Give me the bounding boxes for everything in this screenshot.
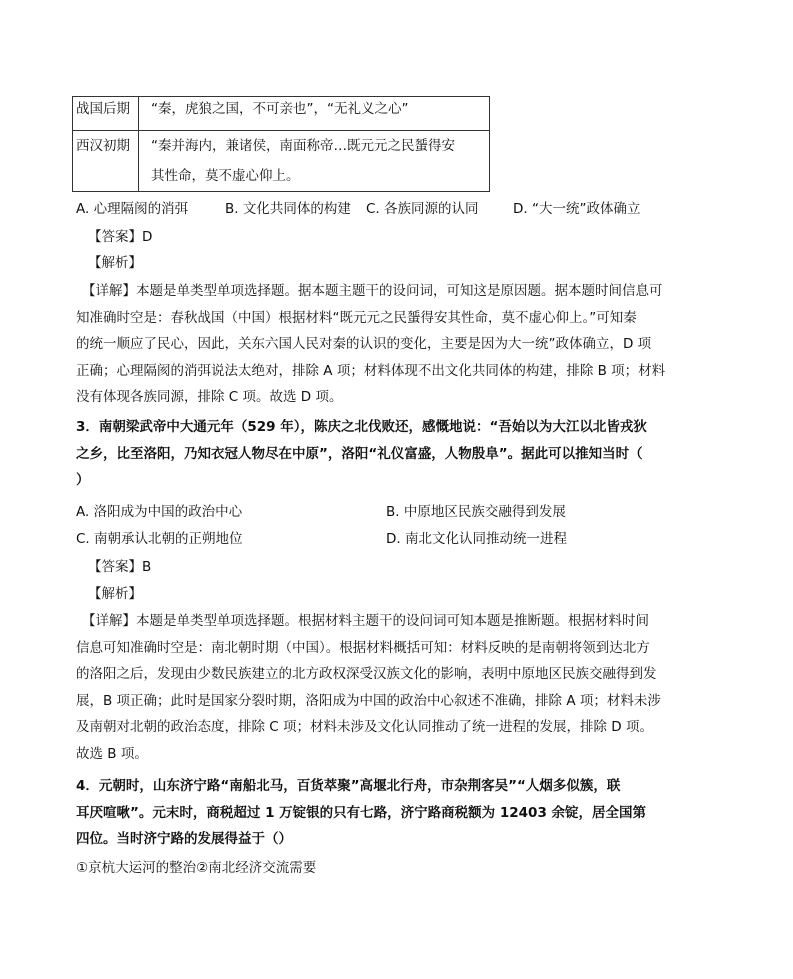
explanation-line: 没有体现各族同源，排除 C 项。故选 D 项。 <box>76 389 343 406</box>
explanation-line: 【详解】本题是单类型单项选择题。根据材料主题干的设问词可知本题是推断题。根据材料时间 <box>82 613 649 629</box>
q2-option-b: B. 文化共同体的构建 <box>225 201 351 217</box>
explanation-line: 知准确时空是：春秋战国（中国）根据材料“既元元之民蜑得安其性命，莫不虚心仰上。”可知秦 <box>76 309 637 326</box>
explanation-line: 故选 B 项。 <box>76 745 148 762</box>
explanation-line: 及南朝对北朝的政治态度，排除 C 项；材料未涉及文化认同推动了统一进程的发展，排除 D 项。 <box>76 719 653 736</box>
q3-option-a: A. 洛阳成为中国的政治中心 <box>76 504 243 520</box>
table-row <box>73 131 490 192</box>
q3-option-c: C. 南朝承认北朝的正朔地位 <box>76 531 243 547</box>
explanation-line: 的统一顺应了民心，因此，关东六国人民对秦的认识的变化，主要是因为大一统”政体确立，D 项 <box>76 336 652 353</box>
q3-option-d: D. 南北文化认同推动统一进程 <box>386 531 567 547</box>
period-cell: 战国后期 <box>73 97 139 131</box>
explanation-line: 信息可知准确时空是：南北朝时期（中国）。根据材料概括可知：材料反映的是南朝将领到达北方 <box>76 639 650 656</box>
q2-option-d: D. “大一统”政体确立 <box>513 201 641 217</box>
explanation-line: 正确；心理隔阂的消弭说法太绝对，排除 A 项；材料体现不出文化共同体的构建，排除 B 项；材料 <box>76 362 666 379</box>
quote-cell <box>139 97 490 131</box>
table-row <box>73 97 490 131</box>
q2-option-c: C. 各族同源的认同 <box>366 201 479 217</box>
q2-answer: 【答案】D <box>88 229 153 245</box>
q2-option-a: A. 心理隔阂的消弭 <box>76 201 189 217</box>
source-table <box>72 96 490 192</box>
q3-answer: 【答案】B <box>88 559 152 575</box>
stem-line: 4．元朝时，山东济宁路“南船北马，百货萃聚”高堰北行舟，市杂荆客吴”“人烟多似簇，联 <box>76 778 621 794</box>
q4-stem <box>76 773 680 853</box>
explanation-line: 的洛阳之后，发现由少数民族建立的北方政权深受汉族文化的影响，表明中原地区民族交融得到发 <box>76 666 657 683</box>
quote-line: “秦，虎狼之国，不可亲也”，“无礼义之心” <box>151 101 409 117</box>
quote-line: 其性命，莫不虚心仰上。 <box>151 168 300 184</box>
q3-analysis-label: 【解析】 <box>88 586 142 602</box>
period-cell: 西汉初期 <box>73 131 139 192</box>
stem-line: 四位。当时济宁路的发展得益于（） <box>76 831 292 848</box>
q3-explanation <box>76 608 680 768</box>
quote-line: “秦并海内，兼诸侯，南面称帝…既元元之民蜑得安 <box>151 138 455 154</box>
q2-analysis-label: 【解析】 <box>88 255 142 271</box>
quote-cell <box>139 131 490 192</box>
stem-line: ） <box>76 472 90 489</box>
q2-explanation <box>76 278 680 411</box>
q4-choice-line: ①京杭大运河的整治②南北经济交流需要 <box>76 860 317 876</box>
stem-line: 之乡，比至洛阳，乃知衣冠人物尽在中原”，洛阳“礼仪富盛，人物殷阜”。据此可以推知当时（ <box>76 445 643 462</box>
explanation-line: 【详解】本题是单类型单项选择题。据本题主题干的设问词，可知这是原因题。据本题时间信息可 <box>82 283 663 299</box>
q3-option-b: B. 中原地区民族交融得到发展 <box>386 504 566 520</box>
explanation-line: 展，B 项正确；此时是国家分裂时期，洛阳成为中国的政治中心叙述不准确，排除 A 项；材料未涉 <box>76 692 661 709</box>
q3-stem <box>76 414 680 494</box>
stem-line: 3．南朝梁武帝中大通元年（529 年），陈庆之北伐败还，感慨地说：“吾始以为大江以北皆戎狄 <box>76 419 647 435</box>
stem-line: 耳厌喧啾”。元末时，商税超过 1 万锭银的只有七路，济宁路商税额为 12403 余锭，居全国第 <box>76 804 647 821</box>
